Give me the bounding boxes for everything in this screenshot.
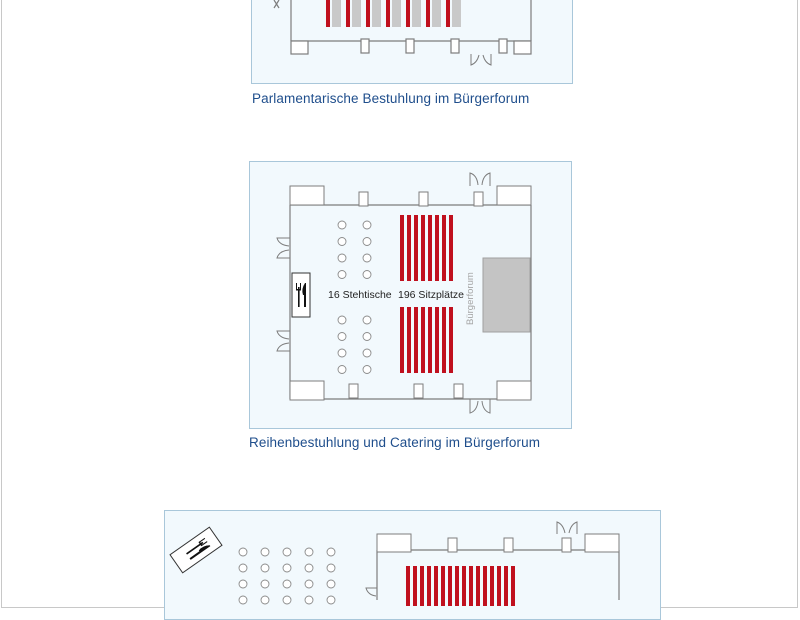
plan1-door	[471, 54, 491, 65]
seat-row	[483, 566, 487, 606]
seat-row	[400, 307, 404, 373]
seat-row	[435, 307, 439, 373]
standing-table	[261, 596, 269, 604]
standing-table	[261, 564, 269, 572]
seat-row	[326, 13, 330, 27]
seat-row	[346, 13, 350, 27]
desk-row	[332, 0, 341, 27]
standing-table	[327, 580, 335, 588]
standing-table	[239, 580, 247, 588]
standing-table	[283, 548, 291, 556]
standing-table	[327, 564, 335, 572]
seat-row	[406, 13, 410, 27]
standing-table	[261, 548, 269, 556]
plan1-seat-rows	[326, 0, 461, 27]
standing-table	[363, 333, 371, 341]
plan2-catering-counter	[292, 273, 310, 317]
standing-table	[338, 366, 346, 374]
seat-row	[400, 215, 404, 281]
standing-table	[283, 596, 291, 604]
standing-table	[283, 564, 291, 572]
standing-table	[305, 564, 313, 572]
standing-table	[338, 221, 346, 229]
plan-parlamentarisch-floorplan	[251, 0, 573, 84]
seat-row	[428, 215, 432, 281]
standing-table	[239, 548, 247, 556]
seat-row	[406, 566, 410, 606]
seat-row	[386, 13, 390, 27]
standing-table	[338, 254, 346, 262]
seat-row	[476, 566, 480, 606]
plan2-caption: Reihenbestuhlung und Catering im Bürgerforum	[249, 435, 541, 450]
plan1-walls	[274, 0, 531, 54]
seat-row	[426, 13, 430, 27]
seat-row	[428, 307, 432, 373]
seats-label: 196 Sitzplätze	[398, 289, 464, 301]
standing-table	[239, 596, 247, 604]
stage-label: Bürgerforum	[465, 272, 476, 325]
seat-row	[511, 566, 515, 606]
seat-row	[407, 215, 411, 281]
seat-row	[414, 307, 418, 373]
seat-row	[421, 215, 425, 281]
standing-table	[338, 316, 346, 324]
standing-table	[363, 238, 371, 246]
plan2-stage	[483, 258, 530, 332]
seat-row	[441, 566, 445, 606]
plan3-catering-counter	[170, 527, 222, 573]
seat-row	[446, 0, 450, 27]
seat-row	[504, 566, 508, 606]
seat-row	[421, 307, 425, 373]
plan3-wall-elements	[377, 534, 619, 552]
standing-table	[338, 333, 346, 341]
standing-table	[305, 548, 313, 556]
standing-table	[327, 596, 335, 604]
standing-table	[363, 271, 371, 279]
standing-table	[305, 596, 313, 604]
standing-table	[338, 349, 346, 357]
seat-row	[407, 307, 411, 373]
seat-row	[449, 215, 453, 281]
seat-row	[442, 215, 446, 281]
seat-row	[497, 566, 501, 606]
plan1-caption: Parlamentarische Bestuhlung im Bürgerforum	[252, 91, 530, 106]
standing-table	[338, 271, 346, 279]
seat-row	[462, 566, 466, 606]
standing-table	[363, 221, 371, 229]
seat-row	[448, 566, 452, 606]
seat-row	[420, 566, 424, 606]
seat-row	[366, 13, 370, 27]
standing-table	[239, 564, 247, 572]
plan-reihen-catering-extended-floorplan	[164, 510, 661, 600]
seat-row	[455, 566, 459, 606]
seat-row	[469, 566, 473, 606]
standing-table	[283, 580, 291, 588]
standing-table	[305, 580, 313, 588]
standing-table	[261, 580, 269, 588]
desk-row	[452, 0, 461, 27]
seat-row	[414, 215, 418, 281]
desk-row	[392, 0, 401, 27]
standing-table	[363, 349, 371, 357]
seat-row	[490, 566, 494, 606]
desk-row	[352, 0, 361, 27]
seat-row	[434, 566, 438, 606]
desk-row	[412, 0, 421, 27]
desk-row	[432, 0, 441, 27]
plan3-standing-tables	[239, 548, 335, 604]
standing-table	[327, 548, 335, 556]
standing-table	[363, 366, 371, 374]
plan-reihen-catering-floorplan	[249, 161, 572, 429]
seat-row	[435, 215, 439, 281]
seat-row	[449, 307, 453, 373]
standing-table	[363, 316, 371, 324]
standing-table	[338, 238, 346, 246]
standing-table	[363, 254, 371, 262]
standing-tables-label: 16 Stehtische	[328, 289, 392, 301]
desk-row	[372, 0, 381, 27]
seat-row	[442, 307, 446, 373]
seat-row	[427, 566, 431, 606]
seat-row	[413, 566, 417, 606]
